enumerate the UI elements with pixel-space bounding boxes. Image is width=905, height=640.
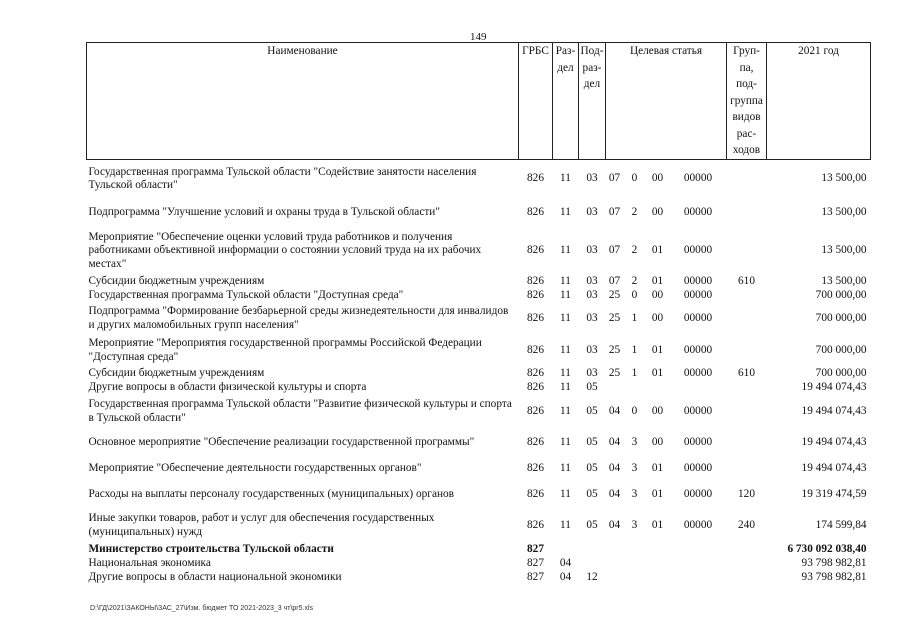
row-target-event: 01: [651, 275, 664, 288]
row-amount: 174 599,84: [815, 519, 867, 532]
row-podrazdel: 05: [586, 462, 598, 475]
row-razdel: 11: [560, 367, 571, 380]
budget-table: [86, 42, 871, 585]
row-target-event: [646, 381, 670, 395]
row-podrazdel: 03: [586, 312, 598, 325]
row-podrazdel: 03: [586, 172, 598, 185]
row-target-program: 07: [608, 244, 621, 257]
table-body: [87, 159, 871, 585]
row-podrazdel: 05: [586, 405, 598, 418]
row-target-event: 00: [651, 289, 664, 302]
row-grbs: 826: [527, 172, 544, 185]
row-target-subprogram: 2: [631, 275, 638, 288]
row-target-subprogram: [624, 571, 646, 585]
row-name: Основное мероприятие "Обеспечение реализации государственной программы": [88, 436, 475, 449]
row-amount: 19 494 074,43: [801, 462, 867, 475]
row-razdel: 11: [560, 436, 571, 449]
row-target-program: [606, 557, 624, 571]
row-podrazdel: 05: [586, 381, 598, 394]
row-razdel: 11: [560, 244, 571, 257]
row-podrazdel: 03: [586, 275, 598, 288]
row-expense-group: [727, 429, 767, 457]
row-name: Подпрограмма "Формирование безбарьерной среды жизнедеятельности для инвалидов и других маломобильных групп населения": [88, 305, 509, 331]
row-expense-group: 120: [738, 488, 755, 501]
row-amount: 13 500,00: [821, 206, 867, 219]
row-razdel: 11: [560, 206, 571, 219]
row-target-subprogram: 0: [631, 289, 638, 302]
row-target-direction: 00000: [683, 275, 713, 288]
table-row: [87, 159, 871, 199]
table-row: [87, 303, 871, 335]
row-grbs: 827: [527, 557, 544, 570]
table-header-row: [87, 43, 871, 160]
row-target-subprogram: 1: [631, 312, 638, 325]
header-expense-group: Груп-па, под-группа видов рас-ходов: [727, 43, 767, 160]
row-target-subprogram: 2: [631, 206, 638, 219]
row-grbs: 827: [527, 543, 544, 556]
row-target-direction: 00000: [683, 488, 713, 501]
row-target-event: [646, 557, 670, 571]
row-amount: 700 000,00: [815, 312, 867, 325]
row-expense-group: [727, 457, 767, 481]
row-target-program: [606, 571, 624, 585]
table-row: [87, 557, 871, 571]
row-target-event: 01: [651, 244, 664, 257]
row-amount: 700 000,00: [815, 344, 867, 357]
row-target-program: 25: [608, 367, 621, 380]
row-target-direction: 00000: [683, 344, 713, 357]
row-expense-group: [727, 303, 767, 335]
table-row: [87, 275, 871, 289]
row-target-direction: 00000: [683, 519, 713, 532]
table-row: [87, 509, 871, 543]
row-razdel: 11: [560, 172, 571, 185]
row-podrazdel: 03: [586, 367, 598, 380]
row-name: Государственная программа Тульской области "Доступная среда": [88, 289, 404, 302]
row-razdel: 11: [560, 405, 571, 418]
row-expense-group: 610: [738, 275, 755, 288]
row-amount: 93 798 982,81: [801, 557, 867, 570]
row-grbs: 826: [527, 436, 544, 449]
header-podrazdel: Под-раз-дел: [579, 43, 606, 160]
row-name: Другие вопросы в области национальной экономики: [88, 571, 342, 584]
row-target-subprogram: [624, 381, 646, 395]
row-target-program: 25: [608, 289, 621, 302]
row-target-direction: 00000: [683, 172, 713, 185]
table-row: [87, 571, 871, 585]
header-grbs: ГРБС: [519, 43, 553, 160]
row-target-direction: 00000: [683, 367, 713, 380]
row-target-direction: 00000: [683, 405, 713, 418]
row-name: Государственная программа Тульской области "Содействие занятости населения Тульской области": [88, 165, 477, 192]
row-expense-group: [727, 335, 767, 367]
row-grbs: 826: [527, 381, 544, 394]
table-row: [87, 381, 871, 395]
row-target-subprogram: [624, 543, 646, 557]
page-number: 149: [470, 31, 487, 43]
row-target-event: 01: [651, 344, 664, 357]
row-name: Мероприятие "Мероприятия государственной программы Российской Федерации "Доступная среда": [88, 337, 482, 363]
row-target-program: [606, 381, 624, 395]
row-target-direction: 00000: [683, 436, 713, 449]
row-razdel: 11: [560, 381, 571, 394]
row-razdel: 11: [560, 312, 571, 325]
row-target-program: 07: [608, 206, 621, 219]
row-grbs: 826: [527, 488, 544, 501]
row-amount: 13 500,00: [821, 275, 867, 288]
row-target-event: 01: [651, 462, 664, 475]
file-path-footer: D:\ГД\2021\ЗАКОНЫ\ЗАС_27\Изм. бюджет ТО 2021-2023_3 чт\pr5.xls: [90, 605, 314, 612]
row-target-event: 00: [651, 436, 664, 449]
row-name: Мероприятие "Обеспечение оценки условий труда работников и получения работниками объективной информации о состоянии условий труда на их рабочих местах": [88, 230, 482, 270]
row-target-event: [646, 543, 670, 557]
row-expense-group: [727, 381, 767, 395]
row-amount: 93 798 982,81: [801, 571, 867, 584]
row-name: Национальная экономика: [88, 557, 211, 570]
row-target-event: 00: [651, 172, 664, 185]
table-row: [87, 457, 871, 481]
row-target-direction: 00000: [683, 462, 713, 475]
row-name: Государственная программа Тульской области "Развитие физической культуры и спорта в Тульской области": [88, 398, 512, 424]
row-target-direction: 00000: [683, 244, 713, 257]
row-target-subprogram: 3: [631, 488, 638, 501]
row-expense-group: [727, 289, 767, 303]
row-target-program: 04: [608, 436, 621, 449]
row-expense-group: [727, 557, 767, 571]
header-target-article: Целевая статья: [606, 43, 727, 160]
row-target-event: 00: [651, 206, 664, 219]
row-target-subprogram: 3: [631, 436, 638, 449]
row-target-program: 25: [608, 312, 621, 325]
row-name: Другие вопросы в области физической культуры и спорта: [88, 381, 367, 394]
row-grbs: 826: [527, 275, 544, 288]
row-amount: 700 000,00: [815, 367, 867, 380]
row-target-program: 07: [608, 172, 621, 185]
row-expense-group: [727, 227, 767, 275]
row-podrazdel: [579, 557, 606, 571]
row-target-program: 04: [608, 519, 621, 532]
table-row: [87, 543, 871, 557]
row-amount: 13 500,00: [821, 244, 867, 257]
header-year-2021: 2021 год: [767, 43, 871, 160]
row-podrazdel: 12: [586, 571, 598, 584]
row-target-program: 04: [608, 488, 621, 501]
table-row: [87, 481, 871, 509]
row-podrazdel: 03: [586, 289, 598, 302]
row-name: Субсидии бюджетным учреждениям: [88, 367, 265, 380]
row-target-event: 01: [651, 519, 664, 532]
row-target-direction: 00000: [683, 312, 713, 325]
row-razdel: 11: [560, 344, 571, 357]
row-amount: 13 500,00: [821, 172, 867, 185]
row-podrazdel: 05: [586, 519, 598, 532]
row-grbs: 827: [527, 571, 544, 584]
row-name: Субсидии бюджетным учреждениям: [88, 275, 265, 288]
row-name: Иные закупки товаров, работ и услуг для обеспечения государственных (муниципальных) нужд: [88, 512, 435, 538]
row-razdel: 11: [560, 275, 571, 288]
row-grbs: 826: [527, 344, 544, 357]
row-amount: 6 730 092 038,40: [787, 543, 867, 556]
row-target-direction: [670, 571, 727, 585]
row-grbs: 826: [527, 405, 544, 418]
table-row: [87, 199, 871, 227]
row-target-subprogram: 2: [631, 244, 638, 257]
row-target-subprogram: 0: [631, 172, 638, 185]
header-name: Наименование: [87, 43, 519, 160]
row-target-program: 04: [608, 462, 621, 475]
row-target-event: 01: [651, 488, 664, 501]
row-amount: 700 000,00: [815, 289, 867, 302]
row-grbs: 826: [527, 462, 544, 475]
row-amount: 19 494 074,43: [801, 381, 867, 394]
row-razdel: 04: [559, 571, 572, 584]
row-razdel: 11: [560, 289, 571, 302]
table-row: [87, 395, 871, 429]
row-razdel: 11: [560, 462, 571, 475]
row-podrazdel: 05: [586, 488, 598, 501]
row-target-event: [646, 571, 670, 585]
table-row: [87, 289, 871, 303]
row-expense-group: [727, 159, 767, 199]
table-row: [87, 367, 871, 381]
row-target-event: 01: [651, 367, 664, 380]
row-grbs: 826: [527, 244, 544, 257]
row-amount: 19 319 474,59: [801, 488, 867, 501]
row-target-direction: [670, 543, 727, 557]
row-amount: 19 494 074,43: [801, 405, 867, 418]
table-row: [87, 335, 871, 367]
row-razdel: [553, 543, 579, 557]
row-razdel: 11: [560, 488, 571, 501]
row-name: Расходы на выплаты персоналу государственных (муниципальных) органов: [88, 488, 454, 501]
row-expense-group: [727, 395, 767, 429]
row-podrazdel: [579, 543, 606, 557]
row-target-direction: [670, 381, 727, 395]
row-podrazdel: 03: [586, 206, 598, 219]
row-podrazdel: 03: [586, 244, 598, 257]
row-razdel: 04: [559, 557, 572, 570]
row-grbs: 826: [527, 289, 544, 302]
table-row: [87, 429, 871, 457]
row-target-direction: 00000: [683, 206, 713, 219]
row-podrazdel: 03: [586, 344, 598, 357]
row-target-subprogram: 1: [631, 367, 638, 380]
row-grbs: 826: [527, 206, 544, 219]
row-grbs: 826: [527, 367, 544, 380]
row-amount: 19 494 074,43: [801, 436, 867, 449]
header-razdel: Раз-дел: [553, 43, 579, 160]
row-target-direction: 00000: [683, 289, 713, 302]
row-target-direction: [670, 557, 727, 571]
row-grbs: 826: [527, 519, 544, 532]
row-target-subprogram: 3: [631, 519, 638, 532]
row-target-subprogram: 1: [631, 344, 638, 357]
row-target-event: 00: [651, 312, 664, 325]
row-target-program: 04: [608, 405, 621, 418]
row-target-subprogram: [624, 557, 646, 571]
row-expense-group: [727, 199, 767, 227]
row-name: Подпрограмма "Улучшение условий и охраны труда в Тульской области": [88, 206, 440, 219]
row-expense-group: 610: [738, 367, 755, 380]
row-target-subprogram: 0: [631, 405, 638, 418]
row-name: Министерство строительства Тульской области: [88, 543, 334, 556]
row-target-program: 25: [608, 344, 621, 357]
row-name: Мероприятие "Обеспечение деятельности государственных органов": [88, 462, 422, 475]
row-grbs: 826: [527, 312, 544, 325]
row-razdel: 11: [560, 519, 571, 532]
row-expense-group: 240: [738, 519, 755, 532]
row-podrazdel: 05: [586, 436, 598, 449]
row-expense-group: [727, 571, 767, 585]
row-target-program: [606, 543, 624, 557]
table-row: [87, 227, 871, 275]
row-target-subprogram: 3: [631, 462, 638, 475]
row-target-program: 07: [608, 275, 621, 288]
row-expense-group: [727, 543, 767, 557]
row-target-event: 00: [651, 405, 664, 418]
